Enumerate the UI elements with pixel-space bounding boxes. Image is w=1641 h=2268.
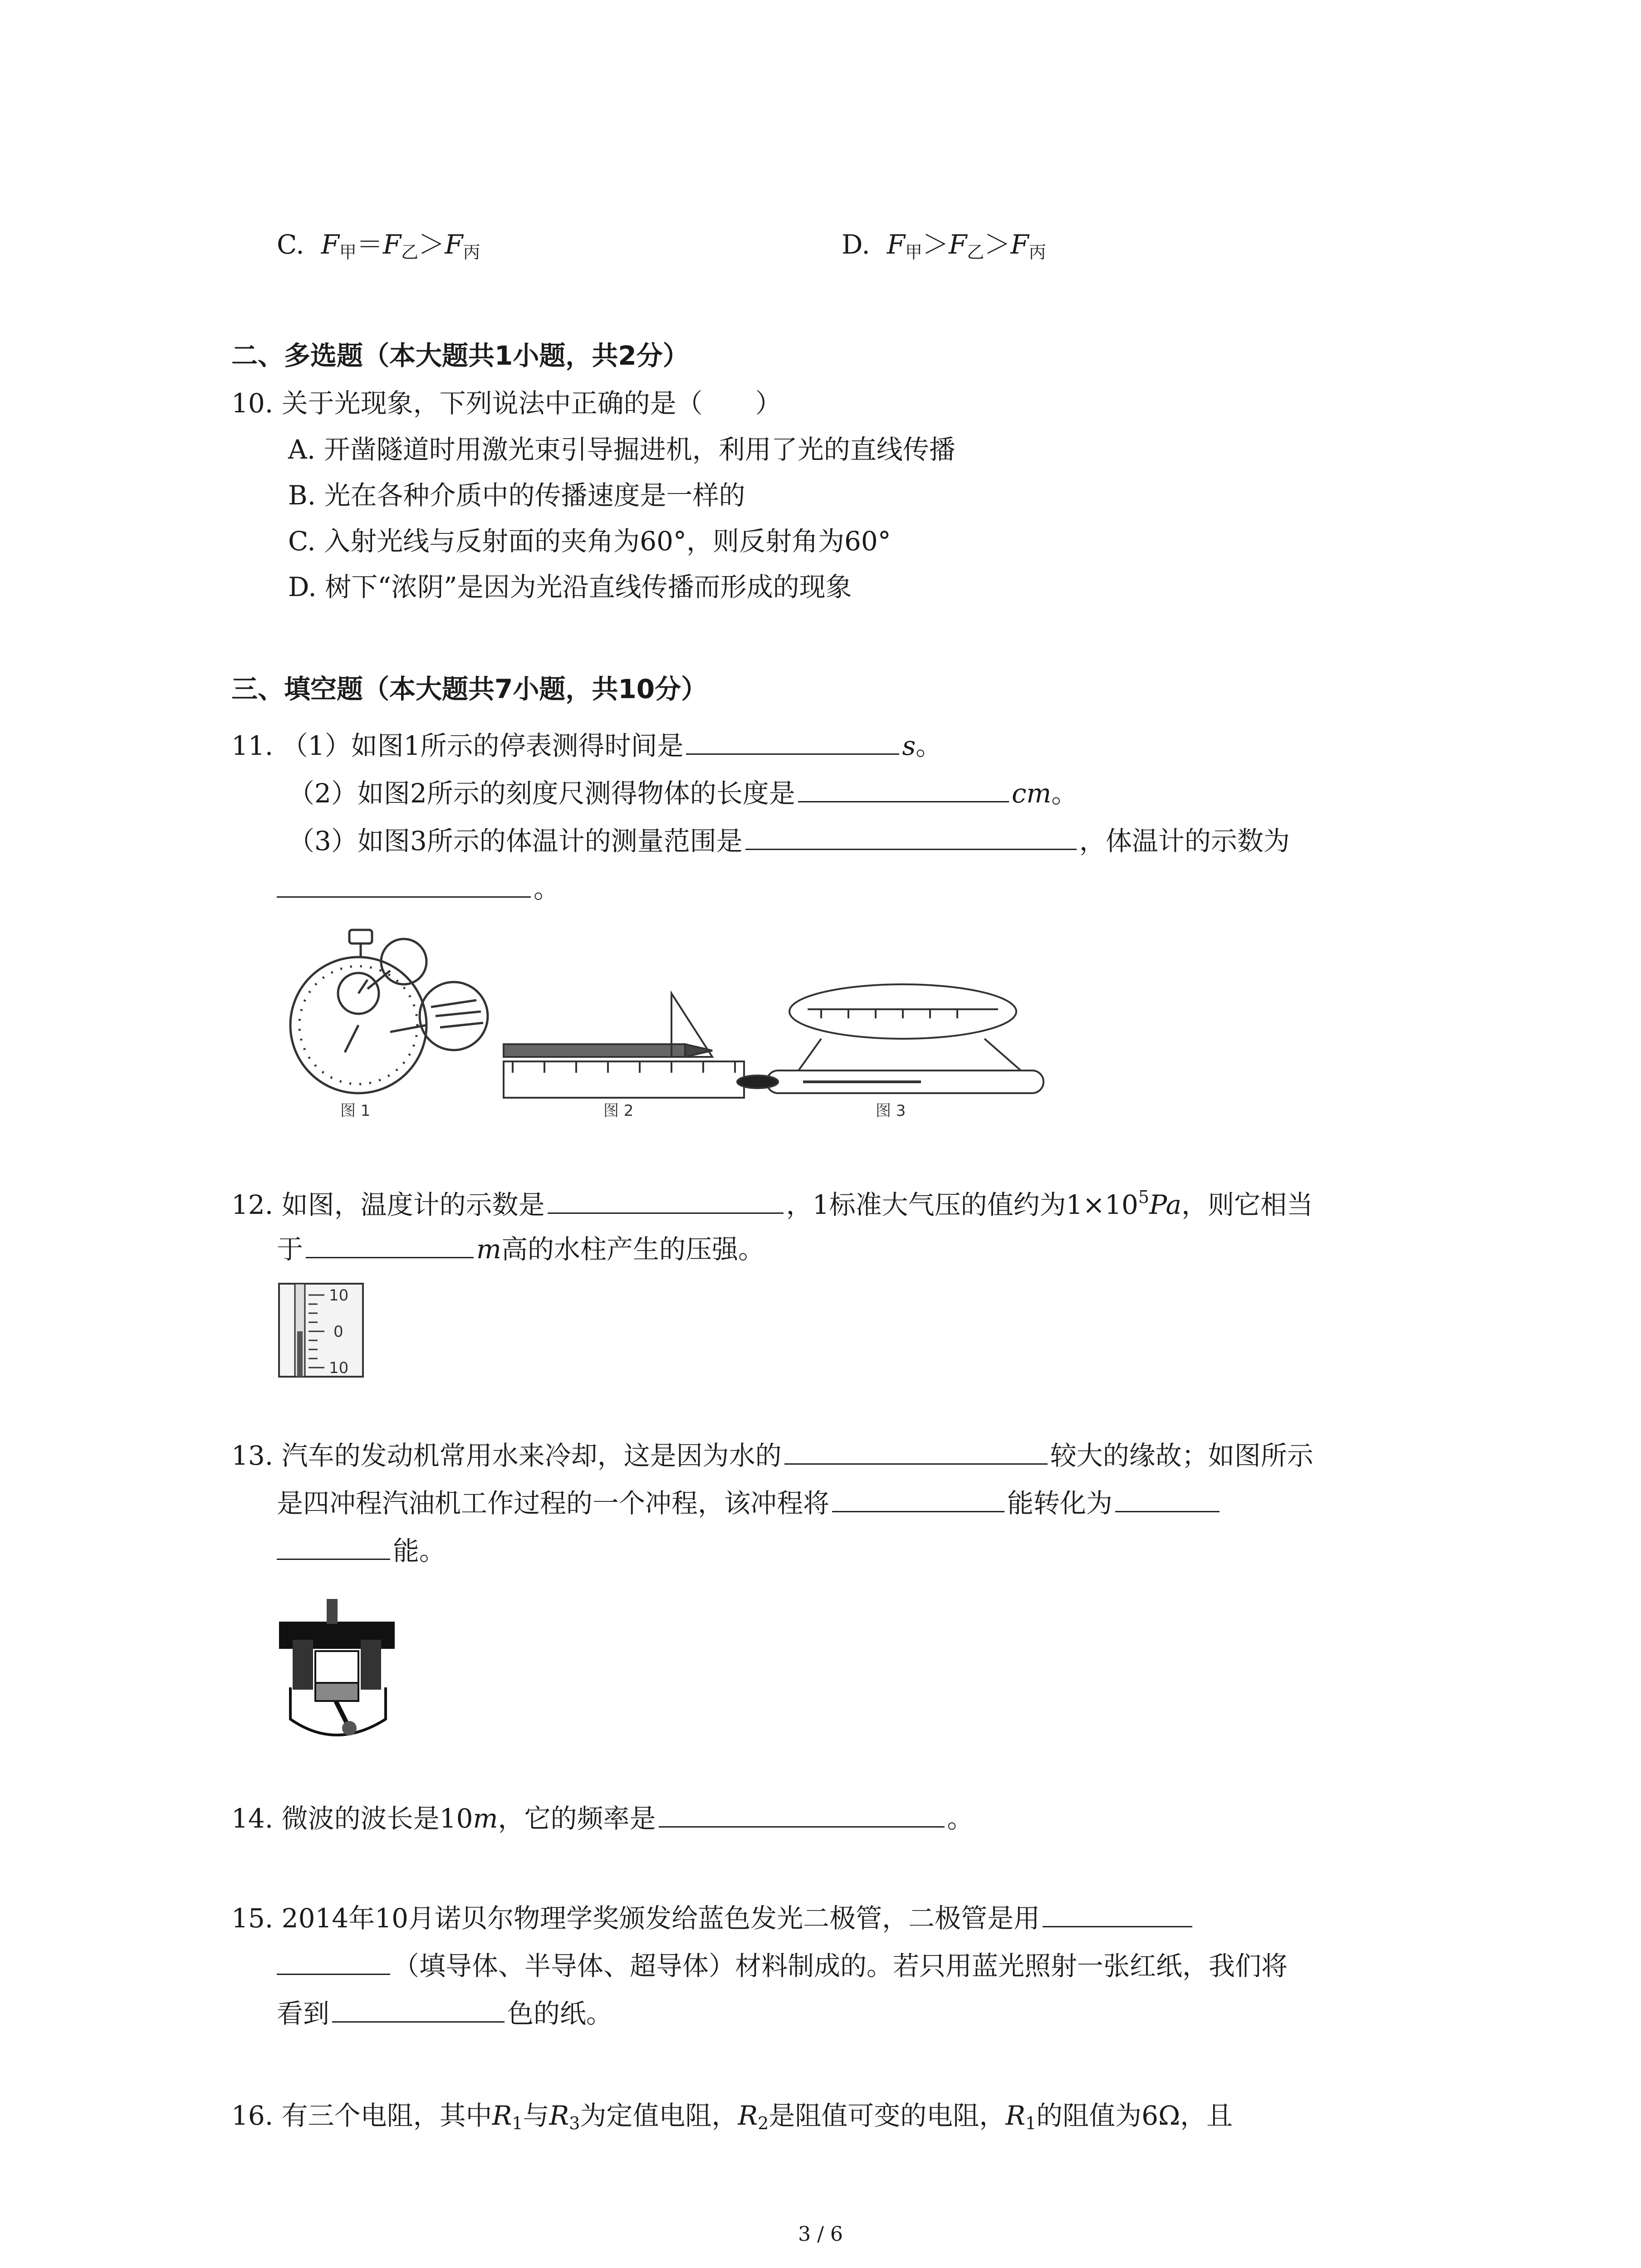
answer-blank[interactable] xyxy=(832,1510,1004,1512)
answer-blank[interactable] xyxy=(686,753,899,755)
clinical-thermometer-figure xyxy=(737,984,1043,1093)
q14-line-1: 14. 微波的波长是10m，它的频率是 。 xyxy=(231,1803,974,1834)
answer-blank[interactable] xyxy=(659,1826,945,1828)
q11-figures xyxy=(277,925,1048,1125)
q10-option-d: D. 树下“浓阴”是因为光沿直线传播而形成的现象 xyxy=(288,572,852,602)
q9-option-c: C. $F_甲=F_乙>F_丙$ xyxy=(277,229,480,262)
q12-line-2: 于 m高的水柱产生的压强。 xyxy=(277,1234,765,1265)
q13-line-2: 是四冲程汽油机工作过程的一个冲程，该冲程将 能转化为 xyxy=(277,1490,1222,1516)
answer-blank[interactable] xyxy=(745,848,1077,850)
q11-line-4: 。 xyxy=(277,875,560,902)
q15-line-3: 看到 色的纸。 xyxy=(277,1998,613,2029)
answer-blank[interactable] xyxy=(798,801,1009,802)
answer-blank[interactable] xyxy=(1043,1926,1192,1927)
thermometer-figure xyxy=(277,1281,367,1379)
q13-line-1: 13. 汽车的发动机常用水来冷却，这是因为水的 较大的缘故；如图所示 xyxy=(231,1440,1313,1471)
q9-option-d: D. $F_甲>F_乙>F_丙$ xyxy=(842,229,1046,262)
q11-line-2: （2）如图2所示的刻度尺测得物体的长度是 cm。 xyxy=(288,778,1078,809)
page-number: 3 / 6 xyxy=(798,2223,843,2246)
q12-line-1: 12. 如图，温度计的示数是 ，1标准大气压的值约为$1\times 10^5Pa$，则它相当 xyxy=(231,1187,1313,1220)
q16-line-1: 16. 有三个电阻，其中$R_1$与$R_3$为定值电阻，$R_2$是阻值可变的电阻，$R_1$的阻值为6Ω，且 xyxy=(231,2100,1233,2133)
section-heading-multi-choice: 二、多选题（本大题共1小题，共2分） xyxy=(231,340,689,371)
fig3-label: 图 3 xyxy=(876,1102,906,1120)
therm-tick-0: 0 xyxy=(333,1323,343,1341)
answer-blank[interactable] xyxy=(784,1463,1048,1465)
answer-blank[interactable] xyxy=(277,1558,390,1560)
q15-line-1: 15. 2014年10月诺贝尔物理学奖颁发给蓝色发光二极管，二极管是用 xyxy=(231,1905,1195,1931)
stopwatch-figure xyxy=(290,930,488,1093)
ruler-figure xyxy=(504,993,744,1098)
engine-cylinder-figure xyxy=(277,1597,399,1746)
answer-blank[interactable] xyxy=(548,1212,784,1214)
therm-tick-10-bottom: 10 xyxy=(329,1359,349,1377)
answer-blank[interactable] xyxy=(277,1973,390,1975)
q15-line-2: （填导体、半导体、超导体）材料制成的。若只用蓝光照射一张红纸，我们将 xyxy=(277,1953,1288,1979)
q13-line-3: 能。 xyxy=(277,1538,446,1564)
therm-tick-10-top: 10 xyxy=(329,1286,349,1305)
q10-option-b: B. 光在各种介质中的传播速度是一样的 xyxy=(288,480,745,511)
q10-option-a: A. 开凿隧道时用激光束引导掘进机，利用了光的直线传播 xyxy=(288,434,955,465)
fig2-label: 图 2 xyxy=(603,1102,634,1120)
q10-stem: 10. 关于光现象，下列说法中正确的是（ ） xyxy=(231,388,782,419)
answer-blank[interactable] xyxy=(277,896,531,898)
answer-blank[interactable] xyxy=(332,2021,505,2023)
fig1-label: 图 1 xyxy=(340,1102,371,1120)
q11-line-3: （3）如图3所示的体温计的测量范围是 ，体温计的示数为 xyxy=(288,826,1290,856)
answer-blank[interactable] xyxy=(1115,1510,1220,1512)
section-heading-fill-blank: 三、填空题（本大题共7小题，共10分） xyxy=(231,674,708,704)
q11-line-1: 11. （1）如图1所示的停表测得时间是 s。 xyxy=(231,730,942,761)
answer-blank[interactable] xyxy=(306,1256,474,1258)
q10-option-c: C. 入射光线与反射面的夹角为60°，则反射角为60° xyxy=(288,526,891,557)
